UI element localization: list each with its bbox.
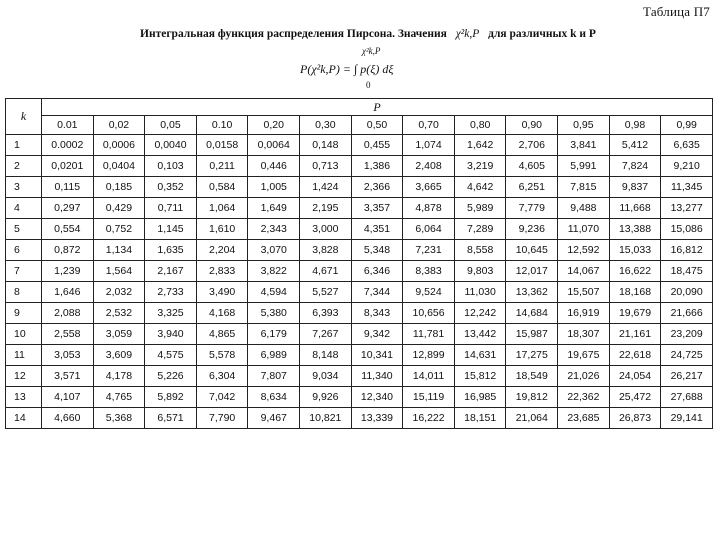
value-cell: 16,919	[558, 303, 610, 324]
value-cell: 9,034	[300, 366, 352, 387]
value-cell: 3,219	[454, 156, 506, 177]
value-cell: 1,646	[42, 282, 94, 303]
table-row	[6, 345, 713, 366]
value-cell: 0,711	[145, 198, 197, 219]
value-cell: 5,348	[351, 240, 403, 261]
value-cell: 9,926	[300, 387, 352, 408]
value-cell: 3,822	[248, 261, 300, 282]
value-cell: 1,064	[196, 198, 248, 219]
value-cell: 14,684	[506, 303, 558, 324]
value-cell: 2,343	[248, 219, 300, 240]
table-row	[6, 366, 713, 387]
value-cell: 18,549	[506, 366, 558, 387]
value-cell: 0,554	[42, 219, 94, 240]
value-cell: 0,752	[93, 219, 145, 240]
value-cell: 23,209	[661, 324, 713, 345]
k-cell: 8	[6, 282, 42, 303]
p-value-header: 0.01	[42, 116, 94, 135]
value-cell: 8,148	[300, 345, 352, 366]
value-cell: 18,168	[609, 282, 661, 303]
value-cell: 1,610	[196, 219, 248, 240]
table-row	[6, 219, 713, 240]
value-cell: 0,0158	[196, 135, 248, 156]
value-cell: 3,059	[93, 324, 145, 345]
value-cell: 7,231	[403, 240, 455, 261]
table-row	[6, 156, 713, 177]
value-cell: 21,161	[609, 324, 661, 345]
value-cell: 0,429	[93, 198, 145, 219]
value-cell: 16,222	[403, 408, 455, 429]
value-cell: 20,090	[661, 282, 713, 303]
value-cell: 1,564	[93, 261, 145, 282]
value-cell: 2,706	[506, 135, 558, 156]
p-value-header: 0,80	[454, 116, 506, 135]
value-cell: 8,343	[351, 303, 403, 324]
value-cell: 3,940	[145, 324, 197, 345]
value-cell: 7,790	[196, 408, 248, 429]
value-cell: 7,807	[248, 366, 300, 387]
value-cell: 3,609	[93, 345, 145, 366]
table-row	[6, 303, 713, 324]
value-cell: 4,107	[42, 387, 94, 408]
value-cell: 18,475	[661, 261, 713, 282]
value-cell: 27,688	[661, 387, 713, 408]
table-row	[6, 387, 713, 408]
value-cell: 2,408	[403, 156, 455, 177]
value-cell: 1,005	[248, 177, 300, 198]
value-cell: 4,351	[351, 219, 403, 240]
value-cell: 7,267	[300, 324, 352, 345]
value-cell: 12,017	[506, 261, 558, 282]
p-value-header: 0,50	[351, 116, 403, 135]
value-cell: 0,872	[42, 240, 94, 261]
value-cell: 6,346	[351, 261, 403, 282]
value-cell: 4,168	[196, 303, 248, 324]
k-cell: 6	[6, 240, 42, 261]
value-cell: 0,352	[145, 177, 197, 198]
value-cell: 9,524	[403, 282, 455, 303]
k-cell: 12	[6, 366, 42, 387]
value-cell: 1,134	[93, 240, 145, 261]
value-cell: 24,054	[609, 366, 661, 387]
value-cell: 9,236	[506, 219, 558, 240]
p-value-header: 0.10	[196, 116, 248, 135]
value-cell: 5,412	[609, 135, 661, 156]
value-cell: 21,666	[661, 303, 713, 324]
value-cell: 18,151	[454, 408, 506, 429]
value-cell: 16,985	[454, 387, 506, 408]
value-cell: 2,833	[196, 261, 248, 282]
value-cell: 0,185	[93, 177, 145, 198]
value-cell: 1,424	[300, 177, 352, 198]
table-row	[6, 198, 713, 219]
value-cell: 23,685	[558, 408, 610, 429]
value-cell: 26,873	[609, 408, 661, 429]
value-cell: 3,571	[42, 366, 94, 387]
formula-lower-limit: 0	[366, 80, 371, 90]
value-cell: 0,115	[42, 177, 94, 198]
value-cell: 0,148	[300, 135, 352, 156]
value-cell: 5,368	[93, 408, 145, 429]
table-row	[6, 177, 713, 198]
value-cell: 16,812	[661, 240, 713, 261]
value-cell: 2,088	[42, 303, 94, 324]
value-cell: 12,592	[558, 240, 610, 261]
value-cell: 6,179	[248, 324, 300, 345]
p-value-header: 0,30	[300, 116, 352, 135]
p-value-header: 0,02	[93, 116, 145, 135]
table-row	[6, 282, 713, 303]
value-cell: 6,393	[300, 303, 352, 324]
table-row	[6, 261, 713, 282]
p-value-header: 0,70	[403, 116, 455, 135]
k-cell: 10	[6, 324, 42, 345]
value-cell: 11,070	[558, 219, 610, 240]
value-cell: 2,204	[196, 240, 248, 261]
value-cell: 4,765	[93, 387, 145, 408]
pearson-table	[5, 98, 713, 429]
k-cell: 3	[6, 177, 42, 198]
k-header: k	[6, 99, 42, 135]
value-cell: 7,289	[454, 219, 506, 240]
value-cell: 0,211	[196, 156, 248, 177]
value-cell: 7,824	[609, 156, 661, 177]
value-cell: 21,026	[558, 366, 610, 387]
value-cell: 7,042	[196, 387, 248, 408]
value-cell: 9,342	[351, 324, 403, 345]
value-cell: 11,781	[403, 324, 455, 345]
value-cell: 0,0404	[93, 156, 145, 177]
value-cell: 6,989	[248, 345, 300, 366]
value-cell: 2,532	[93, 303, 145, 324]
value-cell: 11,668	[609, 198, 661, 219]
k-cell: 11	[6, 345, 42, 366]
value-cell: 12,340	[351, 387, 403, 408]
value-cell: 13,362	[506, 282, 558, 303]
chi-square-symbol: χ²k,P	[455, 28, 480, 40]
value-cell: 5,226	[145, 366, 197, 387]
value-cell: 4,605	[506, 156, 558, 177]
value-cell: 10,656	[403, 303, 455, 324]
value-cell: 3,053	[42, 345, 94, 366]
k-cell: 1	[6, 135, 42, 156]
value-cell: 14,067	[558, 261, 610, 282]
value-cell: 1,145	[145, 219, 197, 240]
title-suffix: для различных k и P	[488, 28, 596, 40]
value-cell: 17,275	[506, 345, 558, 366]
value-cell: 0,446	[248, 156, 300, 177]
value-cell: 0,584	[196, 177, 248, 198]
k-cell: 14	[6, 408, 42, 429]
value-cell: 15,987	[506, 324, 558, 345]
value-cell: 9,837	[609, 177, 661, 198]
value-cell: 0,297	[42, 198, 94, 219]
table-row	[6, 135, 713, 156]
value-cell: 3,357	[351, 198, 403, 219]
value-cell: 6,571	[145, 408, 197, 429]
value-cell: 15,033	[609, 240, 661, 261]
value-cell: 5,991	[558, 156, 610, 177]
value-cell: 11,340	[351, 366, 403, 387]
value-cell: 18,307	[558, 324, 610, 345]
value-cell: 9,803	[454, 261, 506, 282]
value-cell: 8,383	[403, 261, 455, 282]
table-row	[6, 240, 713, 261]
value-cell: 4,642	[454, 177, 506, 198]
value-cell: 21,064	[506, 408, 558, 429]
value-cell: 10,341	[351, 345, 403, 366]
p-value-header: 0,98	[609, 116, 661, 135]
value-cell: 1,074	[403, 135, 455, 156]
k-cell: 7	[6, 261, 42, 282]
value-cell: 9,488	[558, 198, 610, 219]
p-value-header: 0,95	[558, 116, 610, 135]
value-cell: 22,362	[558, 387, 610, 408]
value-cell: 1,386	[351, 156, 403, 177]
table-row	[6, 408, 713, 429]
value-cell: 3,490	[196, 282, 248, 303]
value-cell: 5,989	[454, 198, 506, 219]
value-cell: 14,011	[403, 366, 455, 387]
value-cell: 13,442	[454, 324, 506, 345]
value-cell: 7,815	[558, 177, 610, 198]
value-cell: 15,119	[403, 387, 455, 408]
value-cell: 3,325	[145, 303, 197, 324]
value-cell: 2,032	[93, 282, 145, 303]
table-row	[6, 324, 713, 345]
value-cell: 4,594	[248, 282, 300, 303]
formula-lhs: P(χ²k,P) =	[300, 62, 351, 76]
table-title	[140, 28, 610, 40]
value-cell: 9,467	[248, 408, 300, 429]
value-cell: 5,380	[248, 303, 300, 324]
value-cell: 3,828	[300, 240, 352, 261]
k-cell: 13	[6, 387, 42, 408]
value-cell: 2,167	[145, 261, 197, 282]
value-cell: 0,0040	[145, 135, 197, 156]
p-header: P	[42, 99, 713, 116]
p-value-header: 0,20	[248, 116, 300, 135]
value-cell: 29,141	[661, 408, 713, 429]
value-cell: 1,239	[42, 261, 94, 282]
value-cell: 4,878	[403, 198, 455, 219]
value-cell: 5,578	[196, 345, 248, 366]
value-cell: 6,304	[196, 366, 248, 387]
value-cell: 26,217	[661, 366, 713, 387]
formula-upper-limit: χ²k,P	[362, 46, 381, 56]
value-cell: 25,472	[609, 387, 661, 408]
p-value-header: 0,05	[145, 116, 197, 135]
value-cell: 2,195	[300, 198, 352, 219]
p-value-header: 0,90	[506, 116, 558, 135]
value-cell: 6,251	[506, 177, 558, 198]
value-cell: 9,210	[661, 156, 713, 177]
value-cell: 10,821	[300, 408, 352, 429]
value-cell: 2,366	[351, 177, 403, 198]
k-cell: 9	[6, 303, 42, 324]
value-cell: 3,000	[300, 219, 352, 240]
value-cell: 24,725	[661, 345, 713, 366]
value-cell: 4,865	[196, 324, 248, 345]
value-cell: 4,671	[300, 261, 352, 282]
value-cell: 1,649	[248, 198, 300, 219]
value-cell: 15,086	[661, 219, 713, 240]
p-value-header: 0,99	[661, 116, 713, 135]
value-cell: 6,064	[403, 219, 455, 240]
value-cell: 12,899	[403, 345, 455, 366]
value-cell: 13,388	[609, 219, 661, 240]
value-cell: 0,0201	[42, 156, 94, 177]
value-cell: 12,242	[454, 303, 506, 324]
integral-formula	[300, 46, 394, 90]
value-cell: 13,339	[351, 408, 403, 429]
value-cell: 14,631	[454, 345, 506, 366]
k-cell: 5	[6, 219, 42, 240]
value-cell: 1,635	[145, 240, 197, 261]
value-cell: 11,030	[454, 282, 506, 303]
value-cell: 4,178	[93, 366, 145, 387]
value-cell: 5,527	[300, 282, 352, 303]
value-cell: 3,070	[248, 240, 300, 261]
value-cell: 7,779	[506, 198, 558, 219]
value-cell: 22,618	[609, 345, 661, 366]
value-cell: 4,575	[145, 345, 197, 366]
value-cell: 3,665	[403, 177, 455, 198]
value-cell: 1,642	[454, 135, 506, 156]
value-cell: 19,679	[609, 303, 661, 324]
value-cell: 0.0002	[42, 135, 94, 156]
value-cell: 13,277	[661, 198, 713, 219]
value-cell: 0,103	[145, 156, 197, 177]
value-cell: 8,634	[248, 387, 300, 408]
value-cell: 15,812	[454, 366, 506, 387]
value-cell: 2,558	[42, 324, 94, 345]
value-cell: 11,345	[661, 177, 713, 198]
value-cell: 0,455	[351, 135, 403, 156]
value-cell: 6,635	[661, 135, 713, 156]
formula-integral: ∫ p(ξ) dξ	[353, 62, 394, 76]
value-cell: 4,660	[42, 408, 94, 429]
value-cell: 0,0064	[248, 135, 300, 156]
value-cell: 19,675	[558, 345, 610, 366]
table-number-label: Таблица П7	[643, 4, 710, 19]
k-cell: 2	[6, 156, 42, 177]
value-cell: 16,622	[609, 261, 661, 282]
value-cell: 19,812	[506, 387, 558, 408]
value-cell: 0,713	[300, 156, 352, 177]
value-cell: 5,892	[145, 387, 197, 408]
value-cell: 7,344	[351, 282, 403, 303]
value-cell: 3,841	[558, 135, 610, 156]
value-cell: 0,0006	[93, 135, 145, 156]
title-text: Интегральная функция распределения Пирсона. Значения	[140, 28, 447, 40]
value-cell: 10,645	[506, 240, 558, 261]
k-cell: 4	[6, 198, 42, 219]
value-cell: 15,507	[558, 282, 610, 303]
value-cell: 8,558	[454, 240, 506, 261]
value-cell: 2,733	[145, 282, 197, 303]
